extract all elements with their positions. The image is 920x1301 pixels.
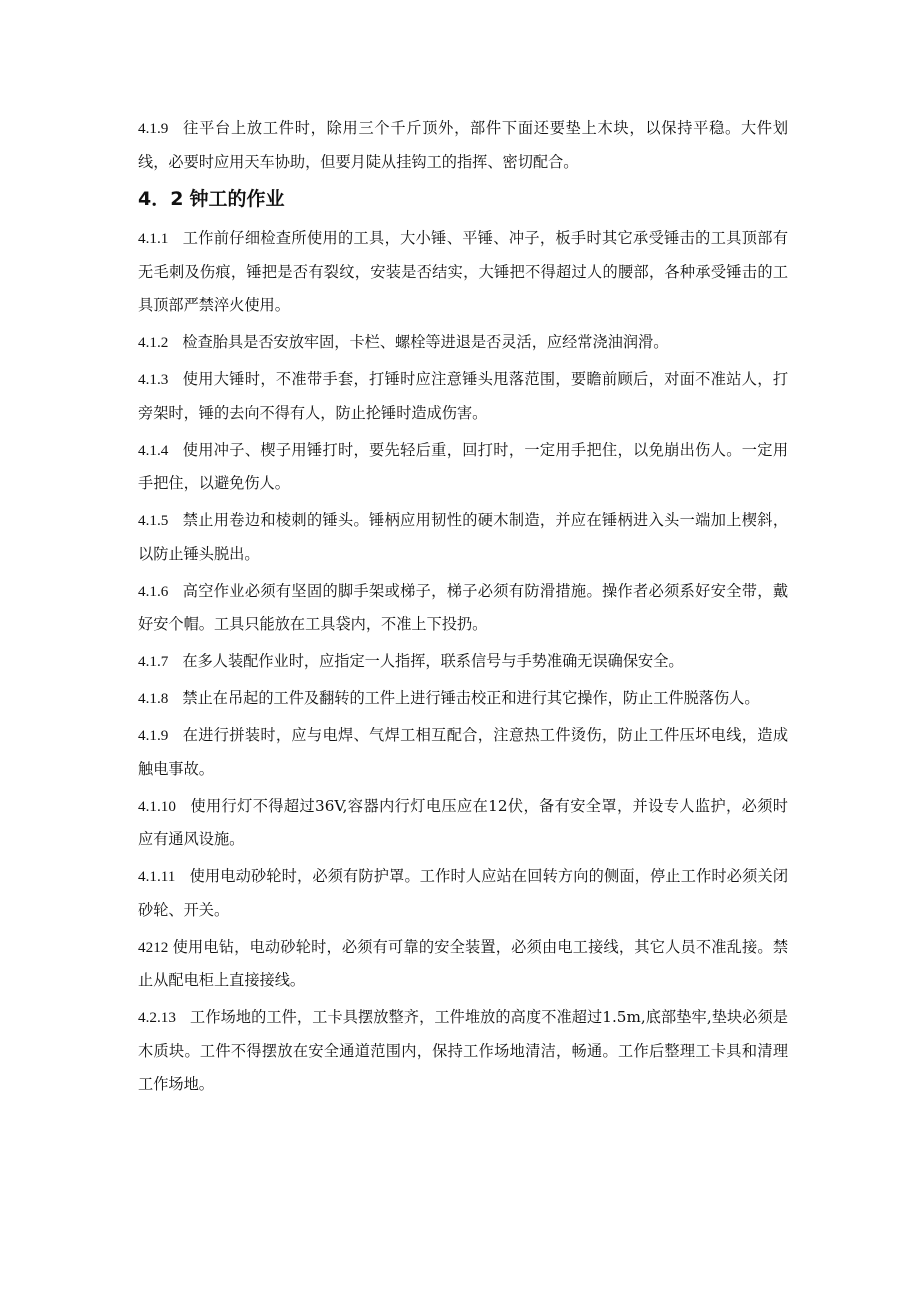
- clause-number: 4.1.2: [138, 334, 169, 351]
- paragraph-4-2-13: [138, 1001, 788, 1102]
- clause-text: 使用冲子、楔子用锤打时，要先轻后重，回打时，一定用手把住，以免崩出伤人。一定用手把住，以避免伤人。: [138, 440, 788, 492]
- clause-number: 4.1.7: [138, 653, 169, 670]
- paragraph-4-1-11: [138, 860, 788, 927]
- clause-number: 4.1.3: [138, 371, 169, 388]
- clause-number: 4.1.11: [138, 868, 176, 885]
- clause-number: 4.1.6: [138, 582, 169, 600]
- paragraph-4-1-2: [138, 326, 788, 360]
- section-number: 4．2: [138, 188, 184, 210]
- paragraph-4212: [138, 931, 788, 998]
- clause-text: 禁止用卷边和棱刺的锤头。锤柄应用韧性的硬木制造，并应在锤柄进入头一端加上楔斜，以防止锤头脱出。: [138, 511, 788, 563]
- paragraph-4-1-6: [138, 575, 788, 642]
- paragraph-4-1-4: [138, 434, 788, 501]
- clause-text: 工作前仔细检查所使用的工具，大小锤、平锤、冲子，板手时其它承受锤击的工具顶部有无毛刺及伤痕，锤把是否有裂纹，安装是否结实，大锤把不得超过人的腰部，各种承受锤击的工具顶部严禁淬火使用。: [138, 229, 788, 314]
- clause-number: 4.1.5: [138, 512, 169, 529]
- clause-text: 使用电钻，电动砂轮时，必须有可靠的安全装置，必须由电工接线，其它人员不准乱接。禁止从配电柜上直接接线。: [138, 937, 788, 989]
- clause-text: 使用电动砂轮时，必须有防护罩。工作时人应站在回转方向的侧面，停止工作时必须关闭砂轮、开关。: [138, 867, 788, 919]
- paragraph-4-1-5: [138, 504, 788, 571]
- paragraph-4-1-10: [138, 790, 788, 857]
- clause-text: 高空作业必须有坚固的脚手架或梯子，梯子必须有防滑措施。操作者必须系好安全带，戴好安个帽。工具只能放在工具袋内，不准上下投扔。: [138, 581, 788, 633]
- clause-text: 检查胎具是否安放牢固，卡栏、螺栓等进退是否灵活，应经常浇油润滑。: [182, 333, 669, 351]
- clause-text: 工作场地的工件，工卡具摆放整齐，工件堆放的高度不准超过1.5m,底部垫牢,垫块必须是木质块。工件不得摆放在安全通道范围内，保持工作场地清洁，畅通。工作后整理工卡具和清理工作场地。: [138, 1008, 788, 1093]
- clause-number: 4.1.9: [138, 727, 169, 744]
- paragraph-4-1-9: [138, 719, 788, 786]
- document-body: [138, 112, 788, 1105]
- clause-text: 在进行拼装时，应与电焊、气焊工相互配合，注意热工件烫伤，防止工件压坏电线，造成触电事故。: [138, 726, 788, 778]
- section-title: 钟工的作业: [189, 188, 285, 210]
- clause-text: 禁止在吊起的工件及翻转的工件上进行锤击校正和进行其它操作，防止工件脱落伤人。: [182, 689, 760, 707]
- paragraph-4-1-1: [138, 222, 788, 323]
- clause-number: 4.2.13: [138, 1009, 176, 1026]
- clause-text: 往平台上放工件时，除用三个千斤顶外，部件下面还要垫上木块，以保持平稳。大件划线，必要时应用天车协助，但要月陡从挂钩工的指挥、密切配合。: [138, 119, 788, 171]
- clause-text: 在多人装配作业时，应指定一人指挥，联系信号与手势准确无误确保安全。: [182, 652, 684, 670]
- clause-number: 4.1.4: [138, 441, 169, 459]
- clause-text: 使用大锤时，不准带手套，打锤时应注意锤头甩落范围，要瞻前顾后，对面不准站人，打旁架时，锤的去向不得有人，防止抡锤时造成伤害。: [138, 370, 788, 422]
- section-heading: [138, 184, 788, 214]
- clause-number: 4.1.9: [138, 120, 169, 137]
- clause-number: 4.1.1: [138, 230, 169, 247]
- paragraph-4-1-9-top: [138, 112, 788, 179]
- paragraph-4-1-7: [138, 645, 788, 679]
- clause-number: 4.1.10: [138, 797, 176, 815]
- clause-number: 4212: [138, 938, 169, 956]
- clause-text: 使用行灯不得超过36V,容器内行灯电压应在12伏，备有安全罩，并设专人监护，必须时应有通风设施。: [138, 796, 788, 848]
- paragraph-4-1-3: [138, 363, 788, 430]
- clause-number: 4.1.8: [138, 690, 169, 707]
- paragraph-4-1-8: [138, 682, 788, 716]
